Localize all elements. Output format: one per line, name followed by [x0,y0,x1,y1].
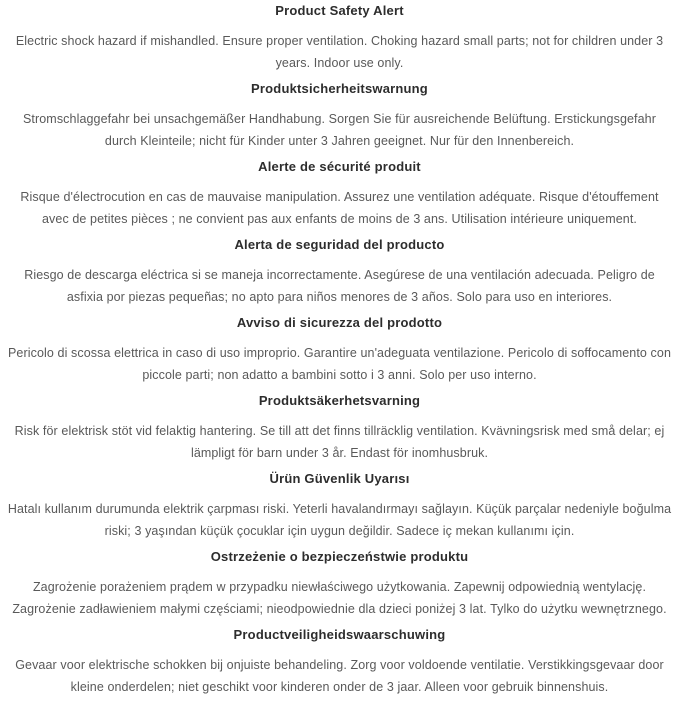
section-body-pl: Zagrożenie porażeniem prądem w przypadku niewłaściwego użytkowania. Zapewnij odpowiednią wentylację. Zagrożenie zadławieniem małymi częściami; nieodpowiednie dla dzieci poniżej 3 lat. Tylko do użytku wewnętrznego. [12,580,667,616]
safety-section-pl [7,546,672,620]
section-body-fr: Risque d'électrocution en cas de mauvaise manipulation. Assurez une ventilation adéquate. Risque d'étouffement avec de petites pièces ; ne convient pas aux enfants de moins de 3 ans. Utilisation intérieure uniquement. [20,190,659,226]
section-body-es: Riesgo de descarga eléctrica si se maneja incorrectamente. Asegúrese de una ventilación adecuada. Peligro de asfixia por piezas pequeñas; no apto para niños menores de 3 años. Solo para uso en interiores. [24,268,655,304]
safety-section-it [7,312,672,386]
section-body-de: Stromschlaggefahr bei unsachgemäßer Handhabung. Sorgen Sie für ausreichende Belüftung. Erstickungsgefahr durch Kleinteile; nicht für Kinder unter 3 Jahren geeignet. Nur für den Innenbereich. [22,112,656,148]
safety-section-fr [7,156,672,230]
safety-section-es [7,234,672,308]
section-heading-sv: Produktsäkerhetsvarning [258,393,421,408]
section-heading-es: Alerta de seguridad del producto [234,237,445,252]
section-heading-pl: Ostrzeżenie o bezpieczeństwie produktu [210,549,469,564]
section-body-tr: Hatalı kullanım durumunda elektrik çarpması riski. Yeterli havalandırmayı sağlayın. Küçük parçalar nedeniyle boğulma riski; 3 yaşından küçük çocuklar için uygun değildir. Sadece iç mekan kullanımı için. [7,502,672,538]
section-body-sv: Risk för elektrisk stöt vid felaktig hantering. Se till att det finns tillräcklig ventilation. Kvävningsrisk med små delar; ej lämpligt för barn under 3 år. Endast för inomhusbruk. [14,424,665,460]
safety-section-nl [7,624,672,698]
safety-section-de [7,78,672,152]
safety-section-en [7,0,672,74]
section-heading-it: Avviso di sicurezza del prodotto [236,315,443,330]
section-heading-fr: Alerte de sécurité produit [258,159,421,174]
safety-section-sv [7,390,672,464]
section-heading-de: Produktsicherheitswarnung [251,81,428,96]
section-body-it: Pericolo di scossa elettrica in caso di uso improprio. Garantire un'adeguata ventilazione. Pericolo di soffocamento con piccole parti; non adatto a bambini sotto i 3 anni. Solo per uso interno. [7,346,672,382]
safety-section-tr [7,468,672,542]
section-heading-en: Product Safety Alert [275,3,404,18]
section-body-nl: Gevaar voor elektrische schokken bij onjuiste behandeling. Zorg voor voldoende ventilatie. Verstikkingsgevaar door kleine onderdelen; niet geschikt voor kinderen onder de 3 jaar. Alleen voor gebruik binnenshuis. [15,658,664,694]
section-heading-tr: Ürün Güvenlik Uyarısı [269,471,410,486]
section-heading-nl: Productveiligheidswaarschuwing [233,627,446,642]
section-body-en: Electric shock hazard if mishandled. Ensure proper ventilation. Choking hazard small parts; not for children under 3 years. Indoor use only. [15,34,664,70]
